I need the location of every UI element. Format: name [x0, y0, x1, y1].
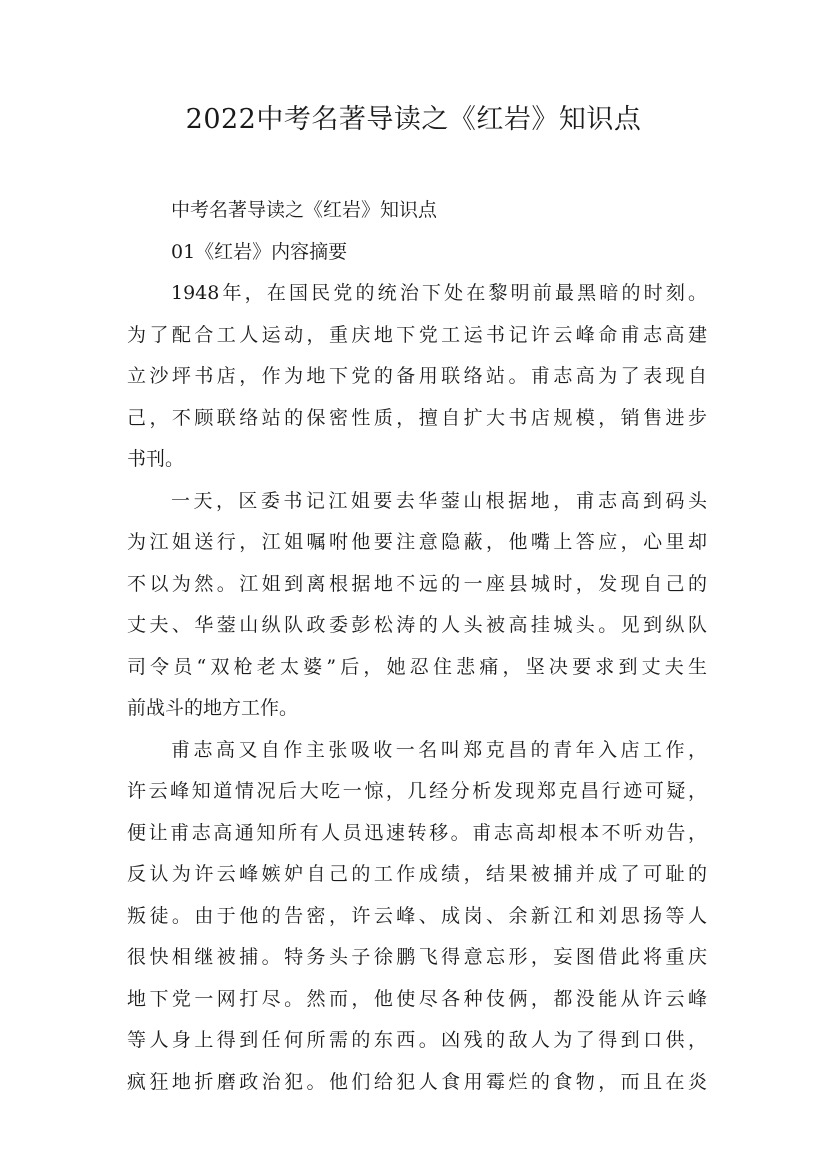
text-line: 己，不顾联络站的保密性质，擅自扩大书店规模，销售进步 [127, 406, 707, 429]
document-title: 2022中考名著导读之《红岩》知识点 [185, 104, 642, 135]
text-line: 一天，区委书记江姐要去华蓥山根据地，甫志高到码头 [171, 489, 707, 512]
text-line: 疯狂地折磨政治犯。他们给犯人食用霉烂的食物，而且在炎 [127, 1070, 707, 1093]
text-line: 便让甫志高通知所有人员迅速转移。甫志高却根本不听劝告， [127, 821, 707, 844]
text-line: 为江姐送行，江姐嘱咐他要注意隐蔽，他嘴上答应，心里却 [127, 531, 707, 553]
text-line: 丈夫、华蓥山纵队政委彭松涛的人头被高挂城头。见到纵队 [127, 614, 707, 636]
text-line: 书刊。 [127, 448, 185, 470]
text-line: 1948年，在国民党的统治下处在黎明前最黑暗的时刻。 [171, 282, 707, 304]
text-line: 等人身上得到任何所需的东西。凶残的敌人为了得到口供， [127, 1029, 707, 1051]
text-line: 为了配合工人运动，重庆地下党工运书记许云峰命甫志高建 [127, 323, 707, 346]
text-line: 许云峰知道情况后大吃一惊，几经分析发现郑克昌行迹可疑， [127, 780, 707, 802]
document-body [127, 190, 707, 1103]
text-line: 司令员“双枪老太婆”后，她忍住悲痛，坚决要求到丈夫生 [127, 655, 707, 678]
text-line: 不以为然。江姐到离根据地不远的一座县城时，发现自己的 [127, 572, 707, 595]
text-line: 01《红岩》内容摘要 [171, 240, 348, 263]
text-line: 立沙坪书店，作为地下党的备用联络站。甫志高为了表现自 [127, 365, 707, 387]
text-line: 很快相继被捕。特务头子徐鹏飞得意忘形，妄图借此将重庆 [127, 946, 707, 968]
text-line: 叛徒。由于他的告密，许云峰、成岗、余新江和刘思扬等人 [127, 904, 707, 927]
text-line: 反认为许云峰嫉妒自己的工作成绩，结果被捕并成了可耻的 [127, 863, 707, 885]
text-line: 前战斗的地方工作。 [127, 697, 299, 719]
text-line: 地下党一网打尽。然而，他使尽各种伎俩，都没能从许云峰 [127, 987, 707, 1010]
text-line: 中考名著导读之《红岩》知识点 [171, 199, 438, 221]
text-line: 甫志高又自作主张吸收一名叫郑克昌的青年入店工作， [171, 738, 707, 761]
